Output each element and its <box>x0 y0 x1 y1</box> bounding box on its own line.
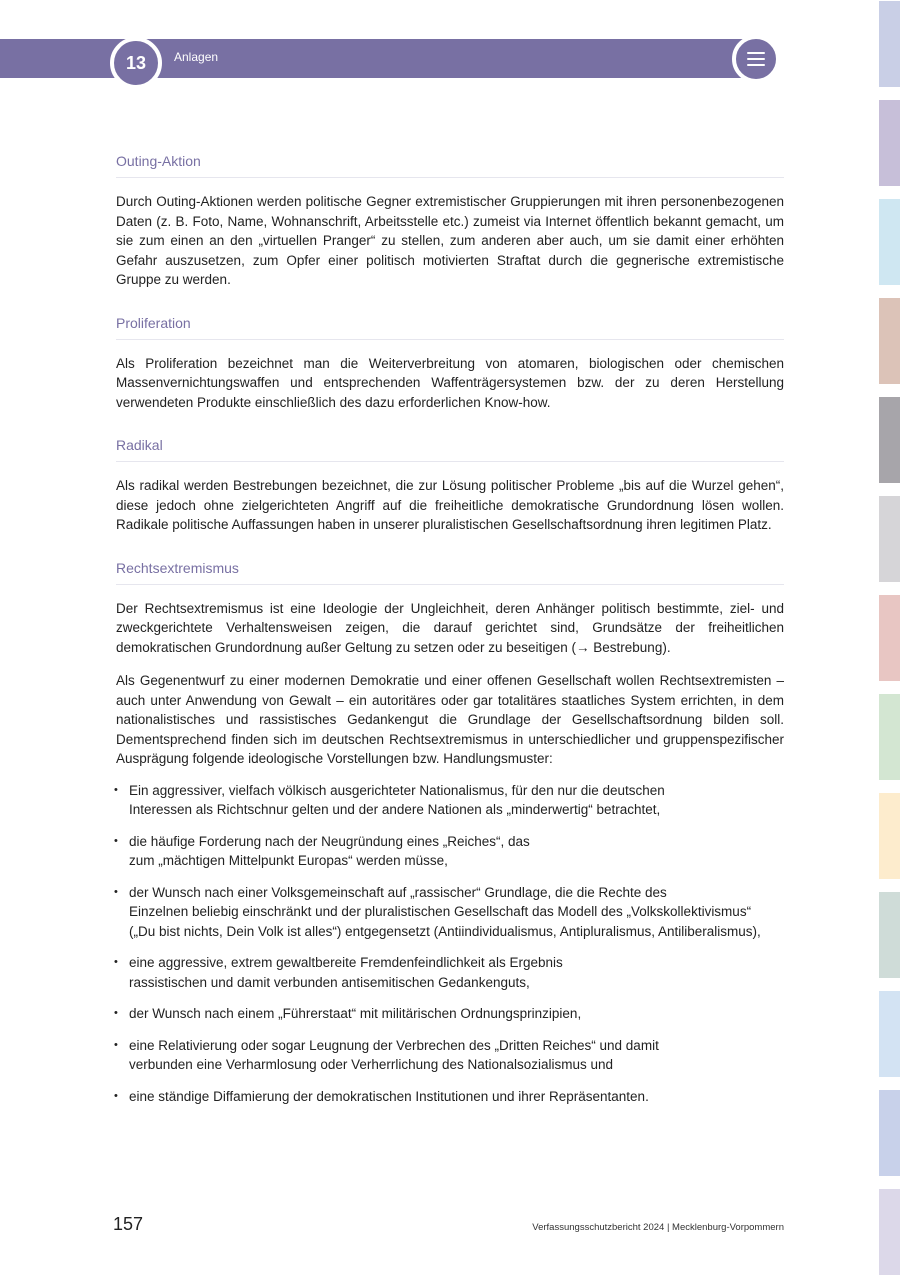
bullet-item: • Ein aggressiver, vielfach völkisch ausgerichteter Nationalismus, für den nur die deutschen Interessen als Richtschnur gelten und der andere Nationen als „minderwertig“ betrachtet, <box>116 781 784 820</box>
glossary-section <box>116 557 784 1107</box>
body-paragraph: Als Proliferation bezeichnet man die Weiterverbreitung von atomaren, biologischen oder chemischen Massenvernichtungswaffen und entsprechenden Waffenträgersystemen bzw. der zu deren Herstellung verwendeten Produkte einschließlich des dazu erforderlichen Know-how. <box>116 355 784 410</box>
side-tab-12[interactable] <box>879 1090 900 1176</box>
section-heading: Outing-Aktion <box>116 150 784 178</box>
side-tab-4[interactable] <box>879 298 900 384</box>
glossary-section <box>116 434 784 535</box>
side-tab-9[interactable] <box>879 793 900 879</box>
body-paragraph: Als Gegenentwurf zu einer modernen Demokratie und einer offenen Gesellschaft wollen Rechtsextremisten – auch unter Anwendung von Gewalt – ein autoritäres oder gar totalitäres staatliches System errichten, in dem nationalistisches und rassistisches Gedankengut die Grundlage der Gesellschaftsordnung bilden soll. Dementsprechend finden sich im deutschen Rechtsextremismus in unterschiedlicher und gruppenspezifischer Ausprägung folgende ideologische Vorstellungen bzw. Handlungsmuster: <box>116 673 784 766</box>
chapter-number-badge[interactable] <box>110 37 162 89</box>
page-number: 157 <box>113 1214 144 1234</box>
page-content <box>116 150 784 1128</box>
section-heading: Radikal <box>116 434 784 462</box>
bullet-item: • eine aggressive, extrem gewaltbereite Fremdenfeindlichkeit als Ergebnis rassistischen und damit verbunden antisemitischen Gedankenguts, <box>116 953 784 992</box>
side-tab-8[interactable] <box>879 694 900 780</box>
body-paragraph: Als radikal werden Bestrebungen bezeichnet, die zur Lösung politischer Probleme „bis auf die Wurzel gehen“, diese jedoch ohne zielgerichteten Angriff auf die freiheitliche demokratische Grundordnung lösen wollen. Radikale politische Auffassungen haben in unserer pluralistischen Gesellschaftsordnung ihren legitimen Platz. <box>116 478 784 532</box>
bullet-list <box>116 781 784 1107</box>
side-tab-3[interactable] <box>879 199 900 285</box>
chapter-number: 13 <box>125 52 147 73</box>
side-tab-11[interactable] <box>879 991 900 1077</box>
bullet-item: • der Wunsch nach einem „Führerstaat“ mit militärischen Ordnungsprinzipien, <box>116 1004 784 1024</box>
chapter-side-tabs <box>879 0 900 1272</box>
side-tab-2[interactable] <box>879 100 900 186</box>
side-tab-1[interactable] <box>879 1 900 87</box>
glossary-section <box>116 150 784 290</box>
side-tab-13[interactable] <box>879 1189 900 1275</box>
glossary-section <box>116 312 784 413</box>
bullet-item: • eine ständige Diffamierung der demokratischen Institutionen und ihrer Repräsentanten. <box>116 1087 784 1107</box>
footer-publication: Verfassungsschutzbericht 2024 | Mecklenburg-Vorpommern <box>532 1222 784 1233</box>
side-tab-6[interactable] <box>879 496 900 582</box>
bullet-item: • der Wunsch nach einer Volksgemeinschaft auf „rassischer“ Grundlage, die die Rechte des Einzelnen beliebig einschränkt und der pluralistischen Gesellschaft das Modell des „Volkskollektivismus“ („Du bist nichts, Dein Volk ist alles“) entgegensetzt (Antiindividualismus, Antipluralismus, Antiliberalismus), <box>116 883 784 942</box>
chapter-title: Anlagen <box>174 50 219 64</box>
bullet-item: • die häufige Forderung nach der Neugründung eines „Reiches“, das zum „mächtigen Mittelpunkt Europas“ werden müsse, <box>116 832 784 871</box>
section-heading: Rechtsextremismus <box>116 557 784 585</box>
bullet-item: • eine Relativierung oder sogar Leugnung der Verbrechen des „Dritten Reiches“ und damit verbunden eine Verharmlosung oder Verherrlichung des Nationalsozialismus und <box>116 1036 784 1075</box>
side-tab-7[interactable] <box>879 595 900 681</box>
section-heading: Proliferation <box>116 312 784 340</box>
body-paragraph: Der Rechtsextremismus ist eine Ideologie der Ungleichheit, deren Anhänger politisch bestimmte, ziel- und zweckgerichtete Verhaltensweisen zeigen, die darauf gerichtet sind, Grundsätze der freiheitlichen demokratischen Grundordnung außer Geltung zu setzen oder zu beseitigen (→ Bestrebung). <box>116 600 784 655</box>
body-paragraph: Durch Outing-Aktionen werden politische Gegner extremistischer Gruppierungen mit ihren personenbezogenen Daten (z. B. Foto, Name, Wohnanschrift, Arbeitsstelle etc.) zumeist via Internet öffentlich bekannt gemacht, um sie zum einen an den „virtuellen Pranger“ zu stellen, zum anderen aber auch, um sie damit einer erhöhten Gefahr auszusetzen, zum Opfer einer politisch motivierten Straftat durch die gegnerische extremistische Gruppe zu werden. <box>116 194 784 287</box>
side-tab-5[interactable] <box>879 397 900 483</box>
menu-button[interactable] <box>732 35 780 83</box>
side-tab-10[interactable] <box>879 892 900 978</box>
hamburger-menu-icon <box>747 52 765 66</box>
